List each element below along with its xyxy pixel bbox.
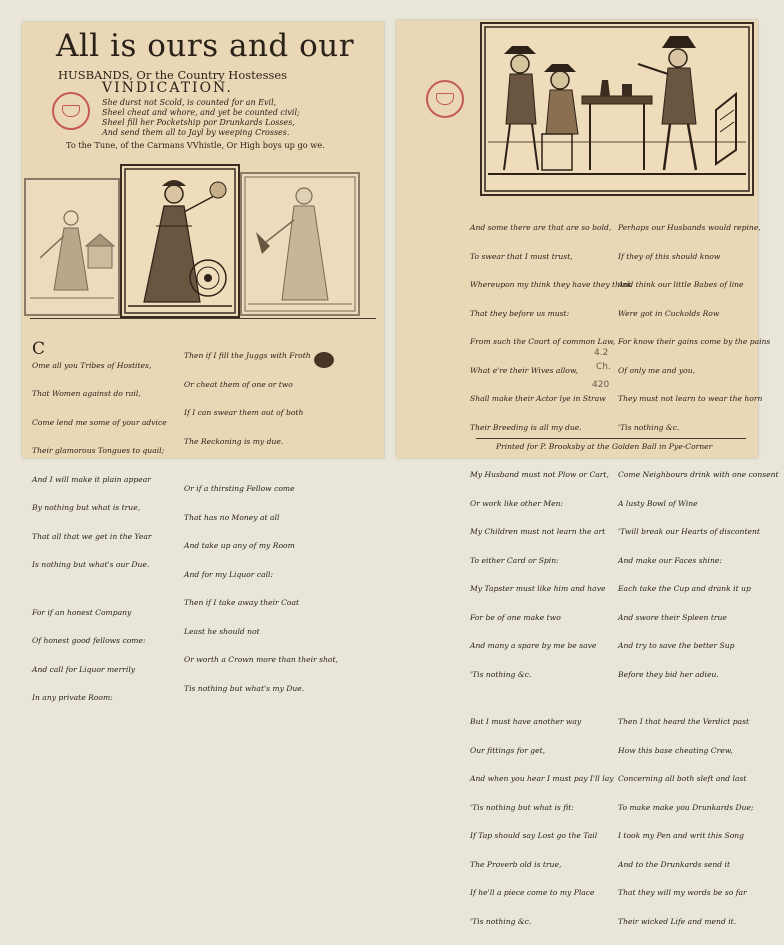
woodcut-woman-with-house: [24, 178, 120, 316]
verse-line: For if an honest Company: [32, 607, 132, 617]
printer-imprint: Printed for P. Brooksby at the Golden Ball in Pye-Corner: [496, 442, 713, 451]
verse-line: My Husband must not Plow or Cart,: [470, 470, 609, 479]
verse-line: And when you hear I must pay I'll lay: [470, 774, 614, 783]
verse-line: The Proverb old is true,: [470, 859, 562, 869]
verse-line: How this base cheating Crew,: [618, 745, 733, 755]
verse-line: Each take the Cup and drank it up: [618, 584, 751, 593]
verse-line: 'Tis nothing &c.: [618, 422, 680, 432]
verse-line: My Tapster must like him and have: [470, 584, 606, 593]
margin-note: 4.2: [594, 348, 609, 358]
verse-line: Their wicked Life and mend it.: [618, 916, 737, 926]
verse-line: What e're their Wives allow,: [470, 365, 578, 375]
verse-line: And call for Liquor merrily: [32, 664, 136, 674]
ink-blot: [314, 352, 334, 368]
verse-line: 'Twill break our Hearts of discontent: [618, 527, 760, 536]
tavern-drinkers-icon: [482, 24, 752, 194]
drop-cap: C: [32, 338, 46, 359]
verse-line: That has no Money at all: [184, 512, 280, 522]
woman-peacock-icon: [122, 166, 238, 316]
verse-line: Come Neighbours drink with one consent: [618, 470, 779, 479]
tagline-line: Sheel cheat and whore, and yet be counted civil;: [102, 108, 300, 117]
left-broadside-sheet: [22, 22, 384, 702]
verse-line: Then I that heard the Verdict past: [618, 717, 750, 726]
verse-line: By nothing but what is true,: [32, 503, 141, 512]
ballad-title: All is ours and our: [56, 28, 355, 64]
verse-line: Or worth a Crown more than their shot,: [184, 655, 338, 664]
verse-column-right: [618, 204, 779, 945]
woodcut-woman-with-peacock: [120, 164, 240, 318]
woodcut-woman-with-fan: [240, 172, 360, 316]
verse-line: Is nothing but what's our Due.: [32, 560, 150, 569]
verse-line: Least he should not: [184, 626, 260, 636]
verse-line: To either Card or Spin:: [470, 555, 559, 565]
verse-line: A lusty Bowl of Wine: [618, 498, 698, 508]
tune-line: To the Tune, of the Carmans VVhistle, Or High boys up go we.: [66, 140, 325, 150]
verse-line: Or if a thirsting Fellow come: [184, 484, 295, 493]
verse-line: That they will my words be so far: [618, 888, 747, 897]
tagline-line: She durst not Scold, is counted for an Evil,: [102, 98, 277, 107]
verse-line: From such the Court of common Law,: [470, 337, 616, 346]
right-broadside-sheet: [396, 20, 779, 926]
tagline-line: And send them all to Jayl by weeping Crosses.: [102, 128, 290, 137]
verse-line: Or work like other Men:: [470, 498, 564, 508]
verse-line: If Tap should say Lost go the Tail: [470, 831, 598, 840]
verse-line: Then if I fill the Juggs with Froth: [184, 351, 311, 360]
tagline-line: Sheel fill her Pocketship por Drunkards Losses,: [102, 118, 295, 127]
museum-stamp-icon: [426, 80, 464, 118]
woman-figure-icon: [26, 180, 118, 314]
divider-line: [476, 438, 746, 439]
verse-line: Of honest good fellows come:: [32, 636, 146, 645]
verse-line: Perhaps our Husbands would repine,: [618, 223, 761, 232]
margin-note: Ch.: [596, 362, 611, 372]
verse-line: To make make you Drunkards Due;: [618, 802, 754, 812]
verse-line: And think our little Babes of line: [618, 280, 744, 289]
verse-line: 'Tis nothing &c.: [470, 916, 532, 926]
verse-line: And for my Liquor call:: [184, 569, 274, 579]
ballad-subtitle: HUSBANDS, Or the Country Hostesses: [58, 68, 288, 82]
verse-line: Our fittings for get,: [470, 745, 546, 755]
verse-line: And to the Drunkards send it: [618, 859, 731, 869]
verse-line: For know their gains come by the pains: [618, 337, 771, 346]
verse-line: And some there are that are so bold,: [470, 223, 612, 232]
verse-line: But I must have another way: [470, 717, 582, 726]
verse-line: Their Breeding is all my due.: [470, 422, 582, 432]
verse-line: Of only me and you,: [618, 365, 696, 375]
verse-line: If he'll a piece come to my Place: [470, 888, 595, 897]
verse-line: And swore their Spleen true: [618, 612, 727, 622]
verse-line: In any private Room:: [32, 693, 113, 702]
verse-line: And I will make it plain appear: [32, 474, 151, 484]
woman-fan-icon: [242, 174, 358, 314]
verse-line: Were got in Cuckolds Row: [618, 308, 720, 318]
verse-line: Come lend me some of your advice: [32, 417, 167, 427]
verse-line: For be of one make two: [470, 612, 561, 622]
verse-line: If I can swear them out of both: [184, 408, 304, 417]
verse-line: Shall make their Actor lye in Straw: [470, 394, 606, 403]
margin-note: 420: [592, 380, 610, 390]
verse-line: Ome all you Tribes of Hostites,: [32, 360, 152, 370]
verse-line: Tis nothing but what's my Due.: [184, 683, 305, 693]
verse-line: To swear that I must trust,: [470, 251, 573, 261]
verse-line: Whereupon my think they have they think: [470, 280, 632, 289]
museum-stamp-icon: [52, 92, 90, 130]
verse-line: Before they bid her adieu.: [618, 669, 719, 679]
verse-line: The Reckoning is my due.: [184, 436, 284, 446]
verse-line: Or cheat them of one or two: [184, 379, 293, 389]
verse-line: And make our Faces shine:: [618, 555, 722, 565]
verse-line: Then if I take away their Coat: [184, 598, 300, 607]
verse-line: That all that we get in the Year: [32, 531, 152, 541]
verse-column-right: [184, 332, 338, 712]
divider-line: [30, 318, 376, 319]
verse-column-left: [470, 204, 632, 945]
verse-line: They must not learn to wear the horn: [618, 394, 763, 403]
vindication-heading: VINDICATION.: [102, 80, 233, 96]
verse-line: I took my Pen and writ this Song: [618, 831, 745, 840]
verse-line: Concerning all both sleft and last: [618, 774, 747, 783]
verse-line: And try to save the better Sup: [618, 641, 735, 650]
verse-line: 'Tis nothing &c.: [470, 669, 532, 679]
verse-line: And many a spare by me be save: [470, 641, 597, 650]
verse-line: Their glamorous Tongues to quail;: [32, 446, 165, 455]
verse-line: My Children must not learn the art: [470, 527, 606, 536]
woodcut-tavern-scene: [480, 22, 754, 196]
verse-column-left: [32, 332, 167, 722]
verse-line: 'Tis nothing but what is fit:: [470, 802, 574, 812]
verse-line: And take up any of my Room: [184, 541, 295, 550]
verse-line: That Women against do rail,: [32, 389, 141, 398]
verse-line: If they of this should know: [618, 251, 721, 261]
verse-line: That they before us must:: [470, 308, 570, 318]
